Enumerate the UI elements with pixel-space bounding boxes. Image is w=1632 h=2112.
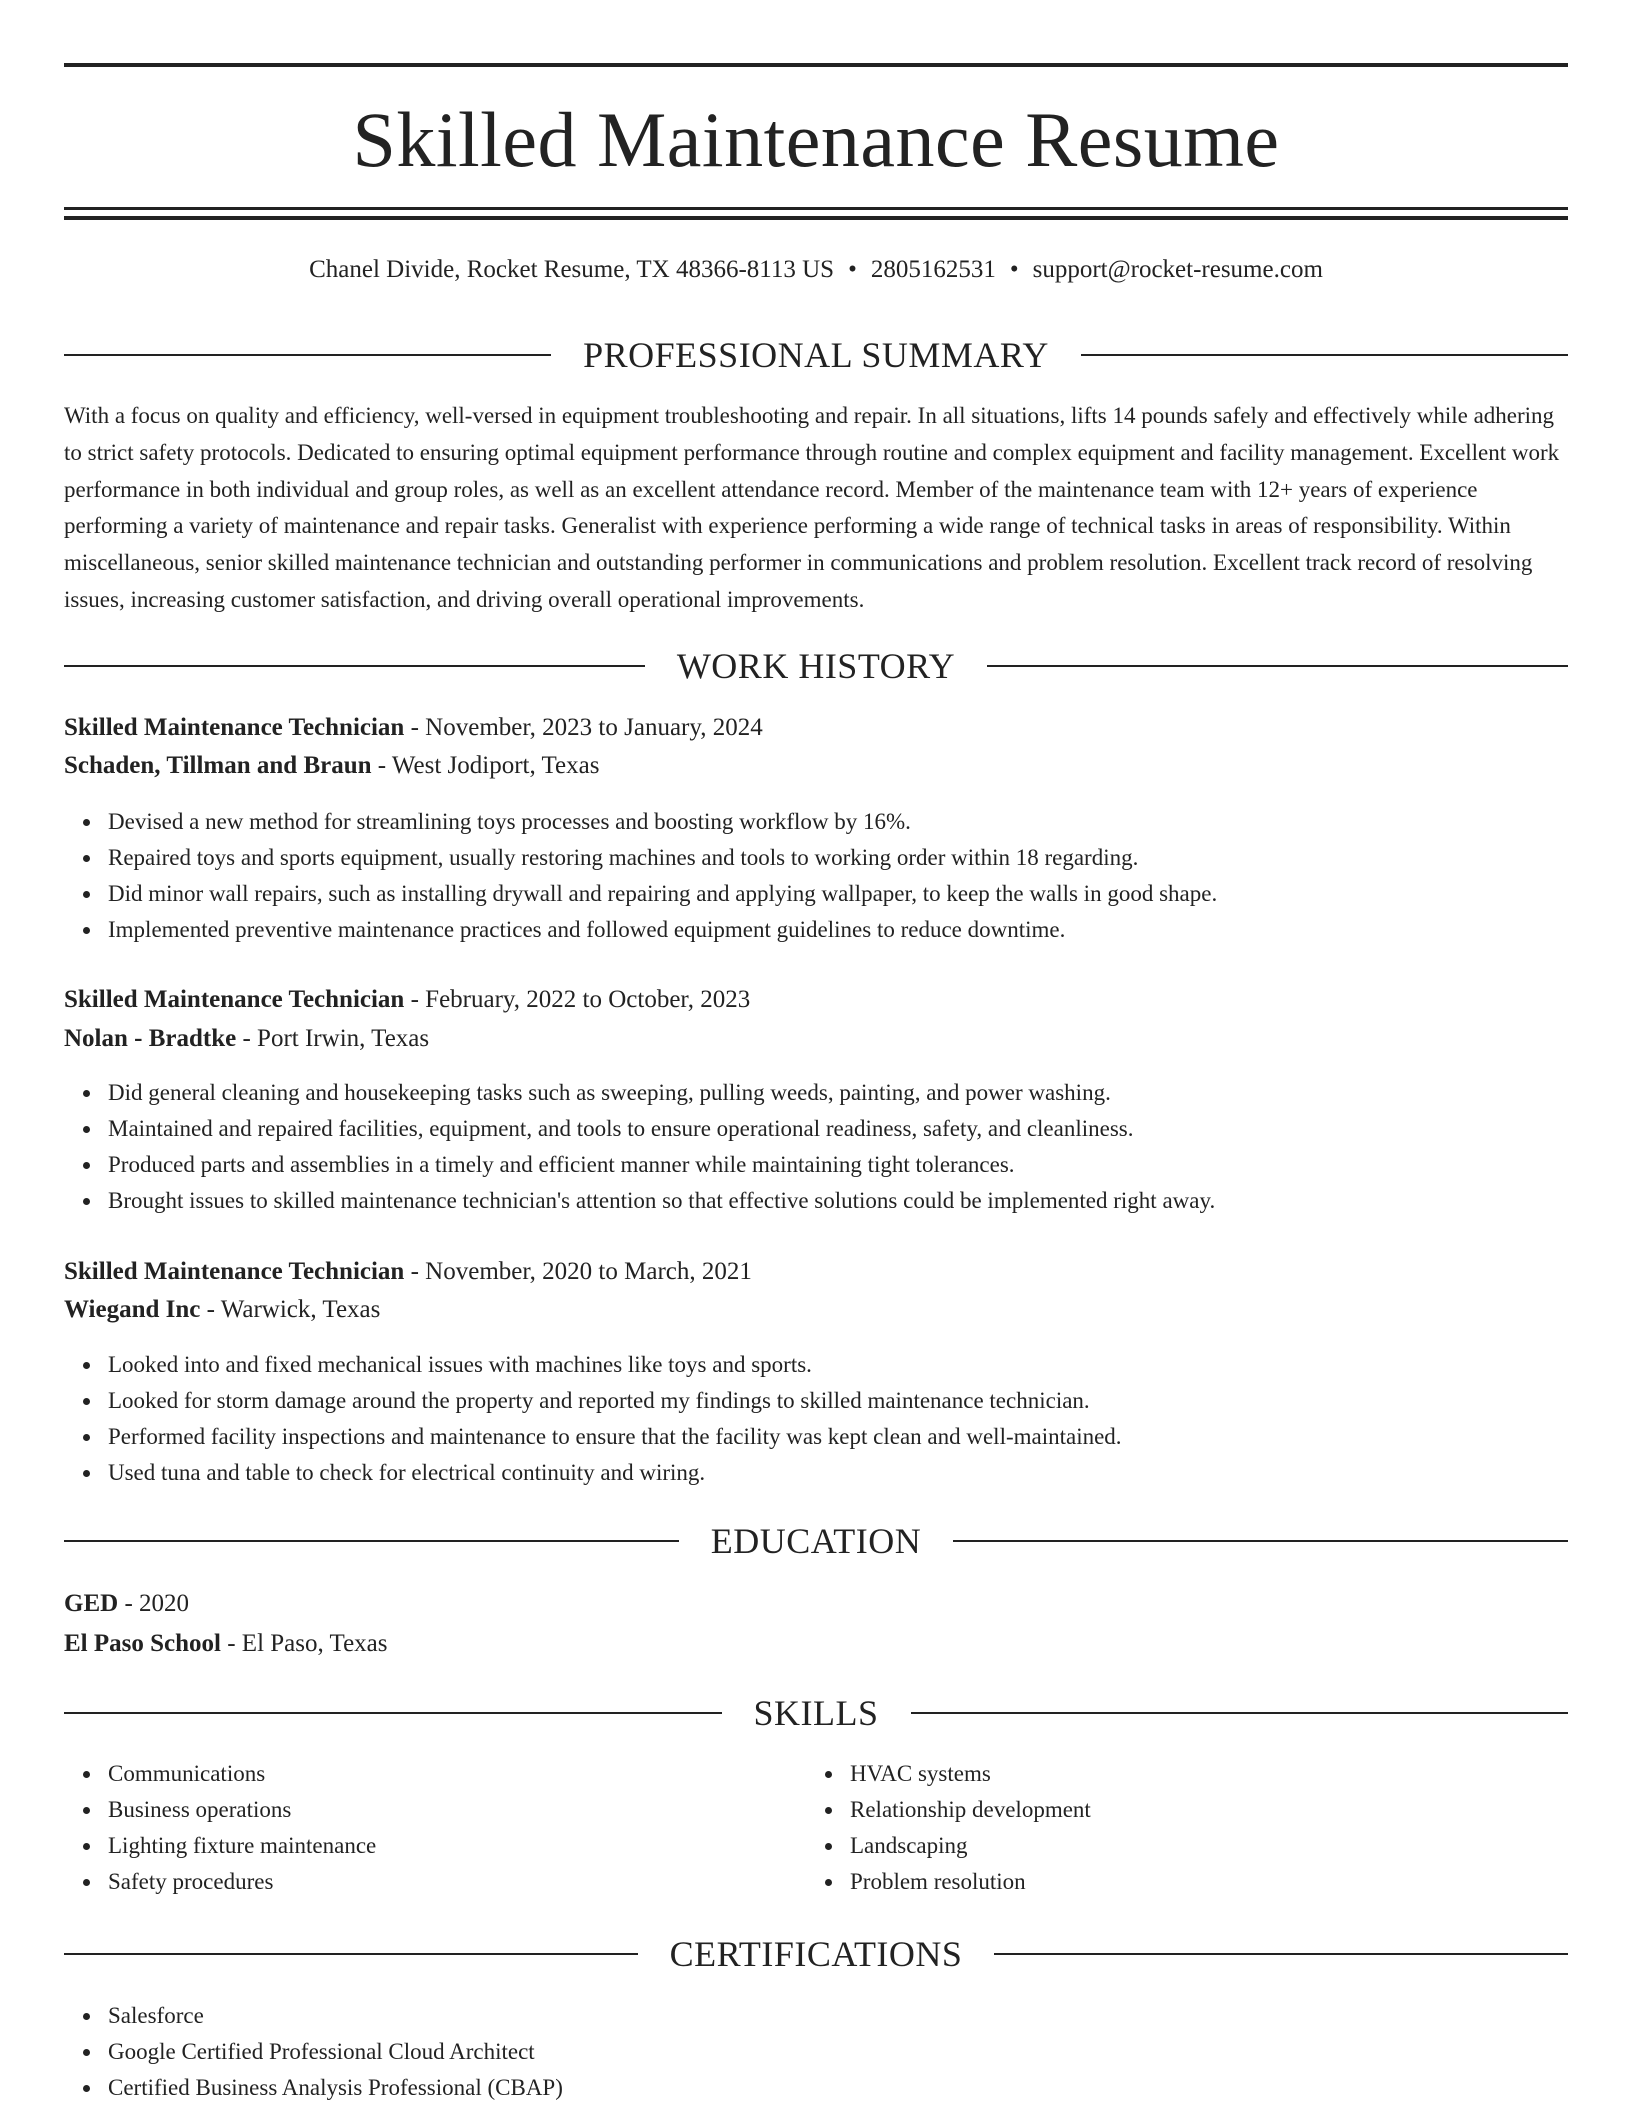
job-company-line	[64, 748, 1568, 784]
education-degree: GED	[64, 1590, 119, 1617]
job-bullets	[64, 804, 1612, 948]
list-item: Did minor wall repairs, such as installing drywall and repairing and applying wallpaper, to keep the walls in good shape.	[108, 876, 1612, 912]
summary-text: With a focus on quality and efficiency, well-versed in equipment troubleshooting and repair. In all situations, lifts 14 pounds safely and effectively while adhering to strict safety protocols. Dedicated to ensuring optimal equipment performance through routine and complex equipment and facility management. Excellent work performance in both individual and group roles, as well as an excellent attendance record. Member of the maintenance team with 12+ years of experience performing a variety of maintenance and repair tasks. Generalist with experience performing a wide range of technical tasks in areas of responsibility. Within miscellaneous, senior skilled maintenance technician and outstanding performer in communications and problem resolution. Excellent track record of resolving issues, increasing customer satisfaction, and driving overall operational improvements.	[64, 403, 1560, 612]
contact-address: Chanel Divide, Rocket Resume, TX 48366-8113 US	[309, 256, 835, 283]
job-title-line	[64, 1254, 1568, 1290]
section-heading-work-history	[64, 644, 1568, 688]
list-item: Landscaping	[850, 1828, 1632, 1864]
job-title-line	[64, 710, 1568, 746]
list-item: Did general cleaning and housekeeping tasks such as sweeping, pulling weeds, painting, and power washing.	[108, 1075, 1612, 1111]
job-location: - Warwick, Texas	[200, 1296, 381, 1323]
contact-phone: 2805162531	[870, 256, 996, 283]
education-year: - 2020	[118, 1590, 190, 1617]
contact-email[interactable]: support@rocket-resume.com	[1032, 256, 1323, 283]
list-item: Produced parts and assemblies in a timely and efficient manner while maintaining tight tolerances.	[108, 1147, 1612, 1183]
list-item: Used tuna and table to check for electrical continuity and wiring.	[108, 1455, 1612, 1491]
heading-rule	[994, 1953, 1568, 1955]
job-dates: - November, 2020 to March, 2021	[404, 1258, 752, 1285]
section-title: WORK HISTORY	[676, 646, 956, 686]
section-title: EDUCATION	[710, 1521, 922, 1561]
certifications-list	[64, 1998, 1612, 2106]
section-title: SKILLS	[753, 1693, 879, 1733]
section-heading-summary	[64, 333, 1568, 377]
list-item: Relationship development	[850, 1792, 1632, 1828]
job-bullets	[64, 1075, 1612, 1219]
section-title: CERTIFICATIONS	[669, 1934, 963, 1974]
education-school-line	[64, 1626, 1568, 1662]
job-title-line	[64, 982, 1568, 1018]
section-title: PROFESSIONAL SUMMARY	[583, 335, 1049, 375]
list-item: Maintained and repaired facilities, equipment, and tools to ensure operational readiness, safety, and cleanliness.	[108, 1111, 1612, 1147]
header-bottom-rule	[64, 207, 1568, 210]
education-school: El Paso School	[64, 1630, 221, 1657]
section-heading-certifications	[64, 1932, 1568, 1976]
resume-title: Skilled Maintenance Resume	[352, 96, 1280, 183]
job-company: Wiegand Inc	[64, 1296, 201, 1323]
section-heading-skills	[64, 1691, 1568, 1735]
list-item: Looked for storm damage around the property and reported my findings to skilled maintenance technician.	[108, 1383, 1612, 1419]
header-bottom-rule-2	[64, 216, 1568, 220]
job-company-line	[64, 1292, 1568, 1328]
contact-separator: •	[1009, 256, 1019, 283]
list-item: Certified Business Analysis Professional (CBAP)	[108, 2070, 1612, 2106]
job-company-line	[64, 1021, 1568, 1057]
heading-rule	[64, 1953, 638, 1955]
list-item: Safety procedures	[108, 1864, 1612, 1900]
heading-rule	[64, 1540, 679, 1542]
heading-rule	[1081, 354, 1568, 356]
list-item: Communications	[108, 1756, 1612, 1792]
job-title: Skilled Maintenance Technician	[64, 986, 405, 1013]
job-dates: - February, 2022 to October, 2023	[404, 986, 751, 1013]
heading-rule	[987, 665, 1568, 667]
education-location: - El Paso, Texas	[220, 1630, 388, 1657]
list-item: Salesforce	[108, 1998, 1612, 2034]
section-heading-education	[64, 1519, 1568, 1563]
skills-list-right	[806, 1756, 1632, 1900]
list-item: Business operations	[108, 1792, 1612, 1828]
job-bullets	[64, 1347, 1612, 1491]
job-title: Skilled Maintenance Technician	[64, 714, 405, 741]
list-item: HVAC systems	[850, 1756, 1632, 1792]
list-item: Problem resolution	[850, 1864, 1632, 1900]
contact-line	[64, 252, 1568, 288]
list-item: Google Certified Professional Cloud Architect	[108, 2034, 1612, 2070]
education-degree-line	[64, 1586, 1568, 1622]
job-company: Schaden, Tillman and Braun	[64, 752, 372, 779]
job-title: Skilled Maintenance Technician	[64, 1258, 405, 1285]
heading-rule	[64, 1712, 722, 1714]
heading-rule	[911, 1712, 1569, 1714]
list-item: Performed facility inspections and maintenance to ensure that the facility was kept clean and well-maintained.	[108, 1419, 1612, 1455]
list-item: Brought issues to skilled maintenance technician's attention so that effective solutions could be implemented right away.	[108, 1183, 1612, 1219]
list-item: Lighting fixture maintenance	[108, 1828, 1612, 1864]
list-item: Devised a new method for streamlining toys processes and boosting workflow by 16%.	[108, 804, 1612, 840]
list-item: Implemented preventive maintenance practices and followed equipment guidelines to reduce downtime.	[108, 912, 1612, 948]
heading-rule	[64, 665, 645, 667]
heading-rule	[64, 354, 551, 356]
list-item: Repaired toys and sports equipment, usually restoring machines and tools to working order within 18 regarding.	[108, 840, 1612, 876]
contact-separator: •	[848, 256, 857, 283]
heading-rule	[953, 1540, 1568, 1542]
job-dates: - November, 2023 to January, 2024	[404, 714, 763, 741]
job-company: Nolan - Bradtke	[64, 1025, 237, 1052]
list-item: Looked into and fixed mechanical issues with machines like toys and sports.	[108, 1347, 1612, 1383]
header-top-rule	[64, 63, 1568, 67]
job-location: - Port Irwin, Texas	[236, 1025, 430, 1052]
job-location: - West Jodiport, Texas	[371, 752, 600, 779]
